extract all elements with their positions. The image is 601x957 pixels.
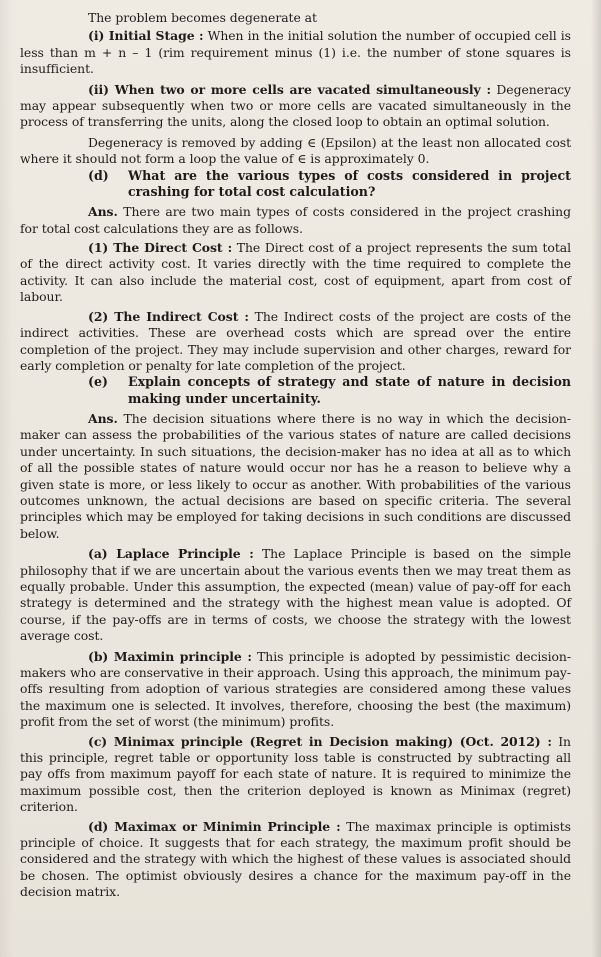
laplace-paragraph	[20, 546, 571, 644]
question-e-number: (e)	[88, 374, 108, 390]
direct-cost-heading: (1) The Direct Cost :	[88, 240, 233, 256]
direct-cost-text: The Direct cost of a project represents the sum total of the direct activity cost. It varies directly with the time required to complete the activity. It can also include the material cost, cost of equipment, apart from cost of labour.	[20, 240, 571, 305]
minimax-text: In this principle, regret table or opportunity loss table is constructed by subtracting all pay offs from maximum payoff for each state of nature. It is required to minimize the maximum possible cost, then the criterion deployed is known as Minimax (regret) criterion.	[20, 733, 571, 815]
indirect-cost-paragraph	[20, 309, 571, 375]
question-e-text: Explain concepts of strategy and state of nature in decision making under uncertainity.	[128, 374, 571, 407]
laplace-text: The Laplace Principle is based on the simple philosophy that if we are uncertain about the various events then we may treat them as equally probable. Under this assumption, the expected (mean) value of pay-off for each strategy is determined and the strategy with the highest mean value is adopted. Of course, if the pay-offs are in terms of costs, we choose the strategy with the lowest average cost.	[20, 546, 571, 644]
answer-e-text: The decision situations where there is no way in which the decision-maker can assess the probabilities of the various states of nature are called decisions under uncertainty. In such situations, the decision-maker has no idea at all as to which of all the possible states of nature would occur nor has he a reason to believe why a given state is more, or less likely to occur as another. With probabilities of the various outcomes unknown, the actual decisions are based on specific criteria. The several principles which may be employed for taking decisions in such conditions are discussed below.	[20, 410, 571, 541]
maximax-text: The maximax principle is optimists principle of choice. It suggests that for each strategy, the maximum profit should be considered and the strategy with which the highest of these values is associated should be chosen. The optimist obviously desires a chance for the m	[20, 818, 571, 883]
minimax-paragraph	[20, 734, 571, 816]
maximax-paragraph	[20, 819, 571, 901]
question-d-number: (d)	[88, 167, 109, 183]
maximax-glyph: a	[427, 867, 435, 883]
initial-stage-heading: (i) Initial Stage :	[88, 28, 204, 44]
maximin-heading: (b) Maximin principle :	[88, 648, 252, 664]
maximin-text: This principle is adopted by pessimistic decision-makers who are conservative in their approach. Using this approach, the minimum pay-offs resulting from adoption of various strategies are considered among these values the maximum one is selected. It involves, therefore, choosing the best (the maximum) profit from the set of worst (the minimum) profits.	[20, 648, 571, 730]
indirect-cost-text: The Indirect costs of the project are costs of the indirect activities. These are overhead costs which are spread over the entire completion of the project. They may include supervision and other charges, reward for early completion or penalty for late completion of the project.	[20, 308, 571, 373]
intro-text: The problem becomes degenerate at	[88, 10, 317, 25]
direct-cost-paragraph	[20, 240, 571, 306]
vacated-cells-text: Degeneracy may appear subsequently when two or more cells are vacated simultaneously in the process of transferring the units, along the closed loop to obtain an optimal solution.	[20, 81, 571, 130]
answer-d-text: There are two main types of costs considered in the project crashing for total cost calculations they are as follows.	[20, 204, 571, 236]
vacated-cells-heading: (ii) When two or more cells are vacated simultaneously :	[88, 81, 491, 97]
minimax-heading: (c) Minimax principle (Regret in Decision making) (Oct. 2012) :	[88, 733, 552, 749]
maximin-paragraph	[20, 649, 571, 731]
vacated-cells-paragraph	[20, 82, 571, 131]
laplace-heading: (a) Laplace Principle :	[88, 546, 254, 562]
question-d	[20, 168, 571, 202]
indirect-cost-heading: (2) The Indirect Cost :	[88, 308, 249, 324]
initial-stage-paragraph	[20, 28, 571, 77]
epsilon-paragraph: Degeneracy is removed by adding ∈ (Epsilon) at the least non allocated cost where it should not form a loop the value of ∈ is approximately 0.	[20, 134, 571, 167]
maximax-text-end: ximum pay-off in the decision matrix.	[20, 867, 572, 900]
maximax-heading: (d) Maximax or Minimin Principle :	[88, 818, 341, 834]
question-e	[20, 374, 571, 408]
initial-stage-text: When in the initial solution the number of occupied cell is less than m + n – 1 (rim requirement minus (1) i.e. the number of stone squares is insufficient.	[20, 28, 571, 77]
answer-e-label: Ans.	[88, 410, 118, 426]
question-d-text: What are the various types of costs considered in project crashing for total cost calculation?	[128, 167, 571, 200]
answer-e-paragraph	[20, 411, 571, 542]
answer-d-paragraph	[20, 204, 571, 237]
answer-d-label: Ans.	[88, 204, 118, 220]
